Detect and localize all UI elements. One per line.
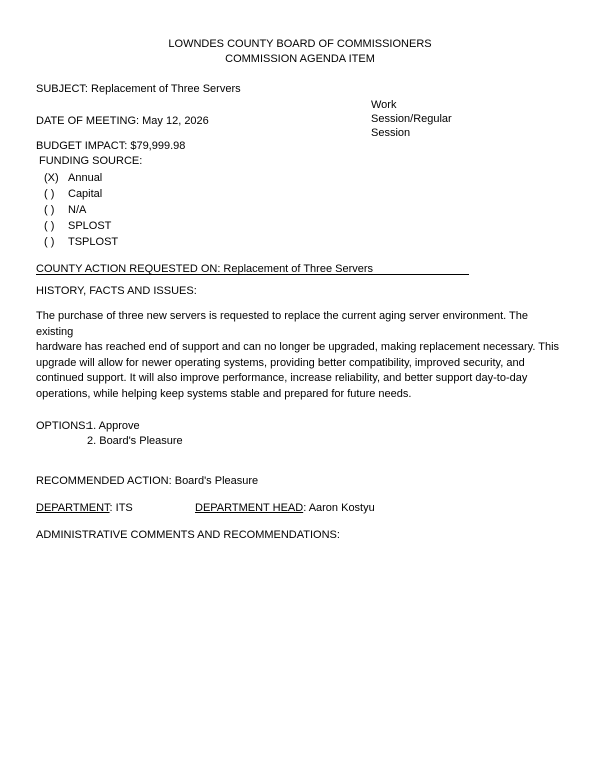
option-item: 2. Board's Pleasure [87, 435, 183, 447]
funding-source-label: FUNDING SOURCE: [39, 155, 143, 167]
recommended-action: RECOMMENDED ACTION: Board's Pleasure [36, 475, 259, 487]
history-line: operations, while helping keep systems stable and prepared for future needs. [36, 387, 412, 400]
department-head [195, 501, 375, 515]
funding-option-mark: ( ) [44, 220, 55, 232]
history-line: The purchase of three new servers is requested to replace the current aging server environment. The existing [36, 310, 529, 338]
funding-option-label: Capital [68, 188, 103, 200]
meeting-type-line-2: Session/Regular [371, 113, 452, 125]
history-paragraph [36, 309, 564, 403]
department-head-label: DEPARTMENT HEAD [195, 502, 304, 514]
funding-option-mark: ( ) [44, 236, 55, 248]
option-item: 1. Approve [87, 420, 140, 432]
budget-impact: BUDGET IMPACT: $79,999.98 [36, 140, 186, 152]
section-divider [36, 274, 469, 275]
history-line: upgrade will allow for newer operating systems, providing better compatibility, improved security, and [36, 356, 525, 369]
history-line: hardware has reached end of support and can no longer be upgraded, making replacement necessary. This [36, 341, 560, 354]
funding-option-label: TSPLOST [68, 236, 119, 248]
date-of-meeting: DATE OF MEETING: May 12, 2026 [36, 115, 209, 127]
department-label: DEPARTMENT [36, 502, 110, 514]
funding-option-label: SPLOST [68, 220, 112, 232]
funding-option-mark: ( ) [44, 204, 55, 216]
options-label: OPTIONS: [36, 420, 89, 432]
history-line: continued support. It will also improve performance, increase reliability, and better support day-to-day [36, 372, 528, 385]
department-value: : ITS [109, 502, 133, 514]
funding-option-label: N/A [68, 204, 87, 216]
administrative-comments: ADMINISTRATIVE COMMENTS AND RECOMMENDATIONS: [36, 529, 340, 541]
funding-option-mark: ( ) [44, 188, 55, 200]
header-subtitle: COMMISSION AGENDA ITEM [225, 53, 375, 65]
county-action-requested: COUNTY ACTION REQUESTED ON: Replacement of Three Servers [36, 263, 374, 275]
header-title: LOWNDES COUNTY BOARD OF COMMISSIONERS [168, 38, 432, 50]
meeting-type-line-3: Session [371, 127, 411, 139]
meeting-type-line-1: Work [371, 99, 397, 111]
funding-option-mark: (X) [44, 172, 59, 184]
subject-line: SUBJECT: Replacement of Three Servers [36, 83, 241, 95]
department [36, 501, 133, 515]
department-head-value: : Aaron Kostyu [303, 502, 375, 514]
funding-option-label: Annual [68, 172, 103, 184]
history-label: HISTORY, FACTS AND ISSUES: [36, 285, 197, 297]
